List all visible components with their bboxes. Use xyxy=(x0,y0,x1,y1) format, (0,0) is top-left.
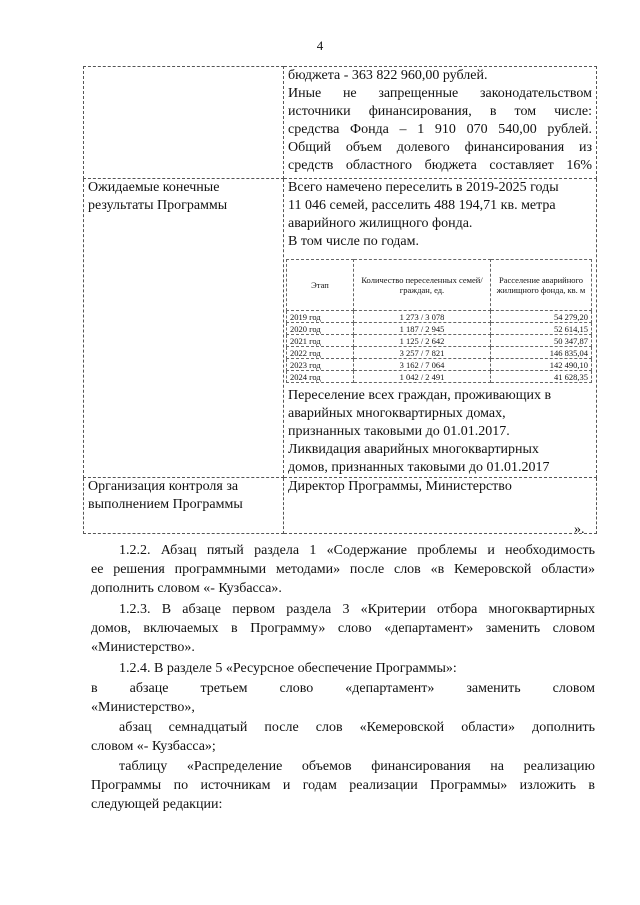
text-line: Переселение всех граждан, проживающих в xyxy=(288,388,552,403)
subtable-header-row xyxy=(287,260,592,311)
text-line: средства Фонда – 1 910 070 540,00 рублей. xyxy=(288,122,592,137)
text-line: 11 046 семей, расселить 488 194,71 кв. метра xyxy=(288,198,556,213)
program-passport-table xyxy=(83,66,597,534)
text-line: аварийных многоквартирных домах, xyxy=(288,406,506,421)
year-cell: 2022 год xyxy=(287,347,354,359)
families-cell: 3 257 / 7 821 xyxy=(354,347,491,359)
para-line: в абзаце третьем слово «департамент» заменить словом xyxy=(91,681,595,696)
para-line: Программы по источникам и годам реализации Программы» изложить в xyxy=(91,778,595,793)
text-line: источники финансирования, в том числе: xyxy=(288,104,592,119)
area-cell: 54 279,20 xyxy=(491,311,592,323)
table-row xyxy=(287,323,592,335)
paragraph-1-2-4 xyxy=(91,659,595,678)
para-line: «Министерство». xyxy=(91,640,195,655)
expected-results-cell xyxy=(284,179,597,478)
year-cell: 2021 год xyxy=(287,335,354,347)
text-line: бюджета - 363 822 960,00 рублей. xyxy=(288,68,488,83)
text-line: Ликвидация аварийных многоквартирных xyxy=(288,442,539,457)
para-line: «Министерство», xyxy=(91,700,195,715)
closing-quote: ». xyxy=(574,522,585,537)
para-line: 1.2.3. В абзаце первом раздела 3 «Критерии отбора многоквартирных xyxy=(119,602,595,617)
label-line: Организация контроля за xyxy=(88,479,239,494)
text-line: Всего намечено переселить в 2019-2025 годы xyxy=(288,180,559,195)
table-row-control xyxy=(84,478,597,534)
header-families: Количество переселенных семей/граждан, ед. xyxy=(354,260,491,311)
paragraph-item-3 xyxy=(91,757,595,814)
paragraph-item-1 xyxy=(91,679,595,717)
table-row xyxy=(287,311,592,323)
control-value xyxy=(284,478,597,534)
label-line: Ожидаемые конечные xyxy=(88,180,220,195)
para-line: словом «- Кузбасса»; xyxy=(91,739,216,754)
table-row xyxy=(287,371,592,383)
text-line: домов, признанных таковыми до 01.01.2017 xyxy=(288,460,550,475)
financing-label-cell xyxy=(84,67,284,179)
para-line: домов, включаемых в Программу» слово «департамент» заменить словом xyxy=(91,621,595,636)
para-line: 1.2.2. Абзац пятый раздела 1 «Содержание проблемы и необходимость xyxy=(119,543,595,558)
text-line: Иные не запрещенные законодательством xyxy=(288,86,592,101)
text-line: признанных таковыми до 01.01.2017. xyxy=(288,424,510,439)
text-line: аварийного жилищного фонда. xyxy=(288,216,473,231)
financing-text-cell xyxy=(284,67,597,179)
text-line: В том числе по годам. xyxy=(288,234,419,249)
text-line: средств областного бюджета составляет 16% xyxy=(288,158,592,173)
para-line: 1.2.4. В разделе 5 «Ресурсное обеспечение Программы»: xyxy=(119,661,457,676)
para-line: абзац семнадцатый после слов «Кемеровской области» дополнить xyxy=(119,720,595,735)
year-cell: 2020 год xyxy=(287,323,354,335)
table-row xyxy=(287,347,592,359)
families-cell: 3 162 / 7 064 xyxy=(354,359,491,371)
para-line: ее решения программными методами» после слов «в Кемеровской области» xyxy=(91,562,595,577)
header-stage: Этап xyxy=(287,260,354,311)
area-cell: 41 628,35 xyxy=(491,371,592,383)
families-cell: 1 125 / 2 642 xyxy=(354,335,491,347)
label-line: выполнением Программы xyxy=(88,497,243,512)
para-line: дополнить словом «- Кузбасса». xyxy=(91,581,282,596)
table-row-financing xyxy=(84,67,597,179)
families-cell: 1 187 / 2 945 xyxy=(354,323,491,335)
year-cell: 2024 год xyxy=(287,371,354,383)
paragraph-1-2-3 xyxy=(91,600,595,657)
year-cell: 2019 год xyxy=(287,311,354,323)
table-row xyxy=(287,359,592,371)
text-line: Общий объем долевого финансирования из xyxy=(288,140,592,155)
control-label xyxy=(84,478,284,534)
table-row-expected-results xyxy=(84,179,597,478)
area-cell: 52 614,15 xyxy=(491,323,592,335)
expected-results-label xyxy=(84,179,284,478)
paragraph-1-2-2 xyxy=(91,541,595,598)
header-area: Расселение аварийного жилищного фонда, кв. м xyxy=(491,260,592,311)
resettlement-by-year-table xyxy=(286,259,592,383)
families-cell: 1 042 / 2 491 xyxy=(354,371,491,383)
page-number: 4 xyxy=(316,38,324,53)
para-line: следующей редакции: xyxy=(91,797,223,812)
label-line: результаты Программы xyxy=(88,198,228,213)
paragraph-item-2 xyxy=(91,718,595,756)
text-line: Директор Программы, Министерство xyxy=(288,479,512,494)
area-cell: 142 490,10 xyxy=(491,359,592,371)
year-cell: 2023 год xyxy=(287,359,354,371)
table-row xyxy=(287,335,592,347)
para-line: таблицу «Распределение объемов финансирования на реализацию xyxy=(119,759,595,774)
area-cell: 50 347,87 xyxy=(491,335,592,347)
families-cell: 1 273 / 3 078 xyxy=(354,311,491,323)
area-cell: 146 835,04 xyxy=(491,347,592,359)
